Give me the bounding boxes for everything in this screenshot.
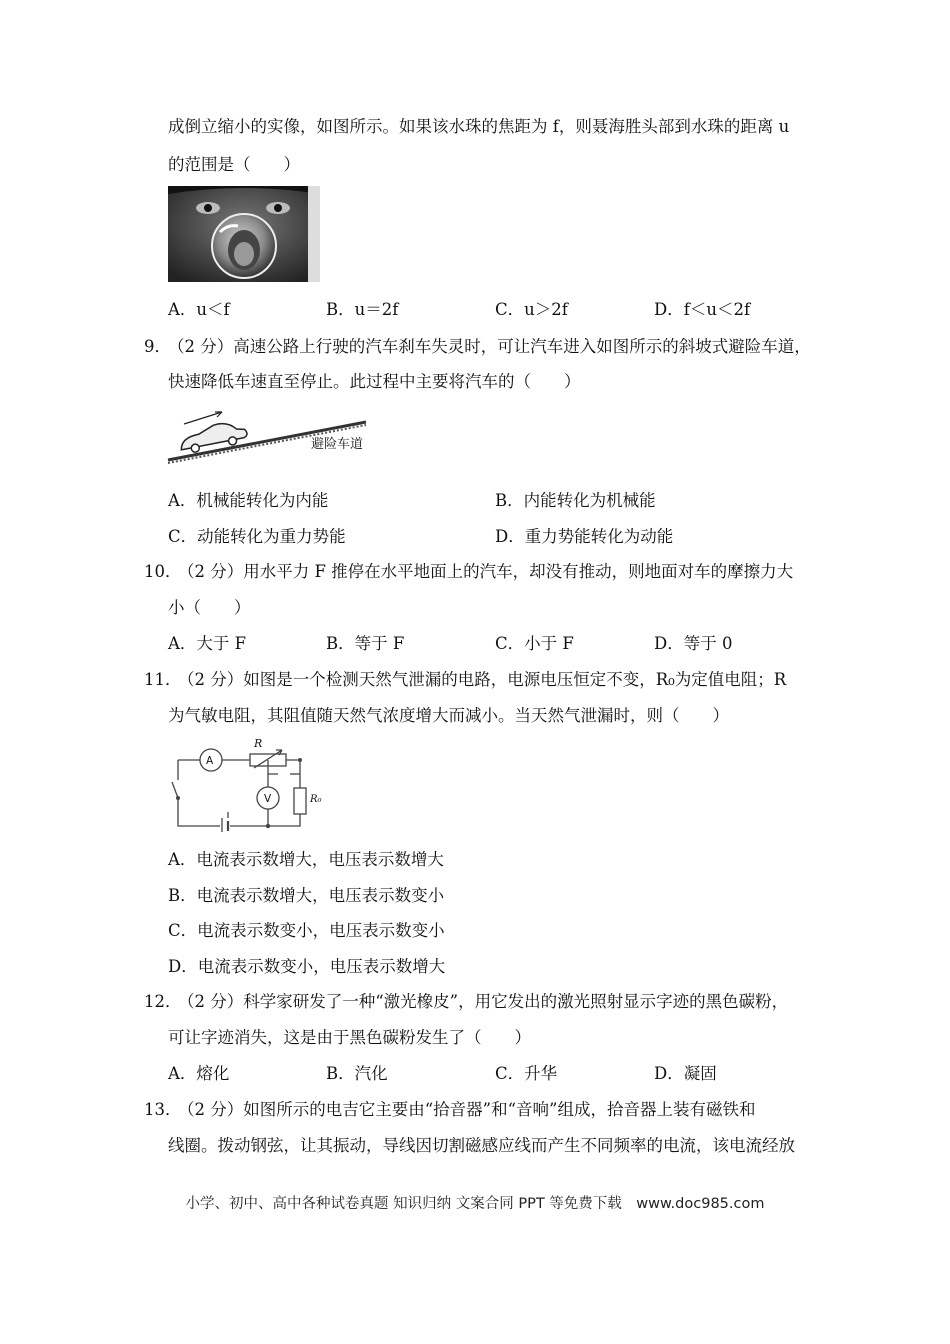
- q11-number: 11．: [144, 670, 182, 689]
- q12-option-a: A．熔化: [168, 1064, 230, 1083]
- q11-option-a: A．电流表示数增大，电压表示数增大: [168, 850, 444, 869]
- q12-line-2: 可让字迹消失，这是由于黑色碳粉发生了（ ）: [168, 1028, 531, 1047]
- q12-option-d: D．凝固: [654, 1064, 717, 1083]
- gas-leak-circuit-diagram: [168, 738, 318, 832]
- q13-number: 13．: [144, 1100, 182, 1119]
- q10-number: 10．: [144, 562, 182, 581]
- q8-option-a: A．u＜f: [168, 300, 230, 319]
- q10-line-1: （2 分）用水平力 F 推停在水平地面上的汽车，却没有推动，则地面对车的摩擦力大: [178, 562, 794, 581]
- q10-option-c: C．小于 F: [495, 634, 574, 653]
- q11-option-d: D．电流表示数变小，电压表示数增大: [168, 957, 446, 976]
- q12-option-b: B．汽化: [326, 1064, 388, 1083]
- q12-number: 12．: [144, 992, 182, 1011]
- water-drop-photo: [168, 186, 320, 282]
- resistor-r0-label: R₀: [310, 794, 322, 805]
- q9-option-d: D．重力势能转化为动能: [495, 527, 674, 546]
- q8-line-1: 成倒立缩小的实像，如图所示。如果该水珠的焦距为 f，则聂海胜头部到水珠的距离 u: [168, 117, 790, 136]
- q10-option-d: D．等于 0: [654, 634, 733, 653]
- voltmeter-label: V: [264, 793, 272, 805]
- q12-option-c: C．升华: [495, 1064, 558, 1083]
- q10-option-b: B．等于 F: [326, 634, 405, 653]
- resistor-r-label: R: [254, 737, 263, 750]
- q11-option-b: B．电流表示数增大，电压表示数变小: [168, 886, 445, 905]
- q11-line-1: （2 分）如图是一个检测天然气泄漏的电路，电源电压恒定不变，R₀为定值电阻；R: [178, 670, 787, 689]
- q9-line-1: （2 分）高速公路上行驶的汽车刹车失灵时，可让汽车进入如图所示的斜坡式避险车道，: [168, 337, 811, 356]
- q10-line-2: 小（ ）: [168, 598, 251, 617]
- q8-option-c: C．u＞2f: [495, 300, 568, 319]
- q11-line-2: 为气敏电阻，其阻值随天然气浓度增大而减小。当天然气泄漏时，则（ ）: [168, 706, 729, 725]
- page-footer: 小学、初中、高中各种试卷真题 知识归纳 文案合同 PPT 等免费下载 www.doc985.com: [185, 1196, 765, 1212]
- q9-option-a: A．机械能转化为内能: [168, 491, 329, 510]
- escape-ramp-label: 避险车道: [311, 437, 364, 452]
- q9-number: 9．: [144, 337, 171, 356]
- q8-option-d: D．f＜u＜2f: [654, 300, 751, 319]
- q11-option-c: C．电流表示数变小，电压表示数变小: [168, 921, 445, 940]
- q13-line-2: 线圈。拨动钢弦，让其振动，导线因切割磁感应线而产生不同频率的电流，该电流经放: [168, 1136, 795, 1155]
- q13-line-1: （2 分）如图所示的电吉它主要由“拾音器”和“音响”组成，拾音器上装有磁铁和: [178, 1100, 756, 1119]
- q9-line-2: 快速降低车速直至停止。此过程中主要将汽车的（ ）: [168, 372, 581, 391]
- q8-line-2: 的范围是（ ）: [168, 155, 300, 174]
- q12-line-1: （2 分）科学家研发了一种“激光橡皮”，用它发出的激光照射显示字迹的黑色碳粉，: [178, 992, 789, 1011]
- q8-option-b: B．u＝2f: [326, 300, 399, 319]
- q9-option-b: B．内能转化为机械能: [495, 491, 656, 510]
- q9-option-c: C．动能转化为重力势能: [168, 527, 346, 546]
- ammeter-label: A: [206, 755, 214, 767]
- q10-option-a: A．大于 F: [168, 634, 247, 653]
